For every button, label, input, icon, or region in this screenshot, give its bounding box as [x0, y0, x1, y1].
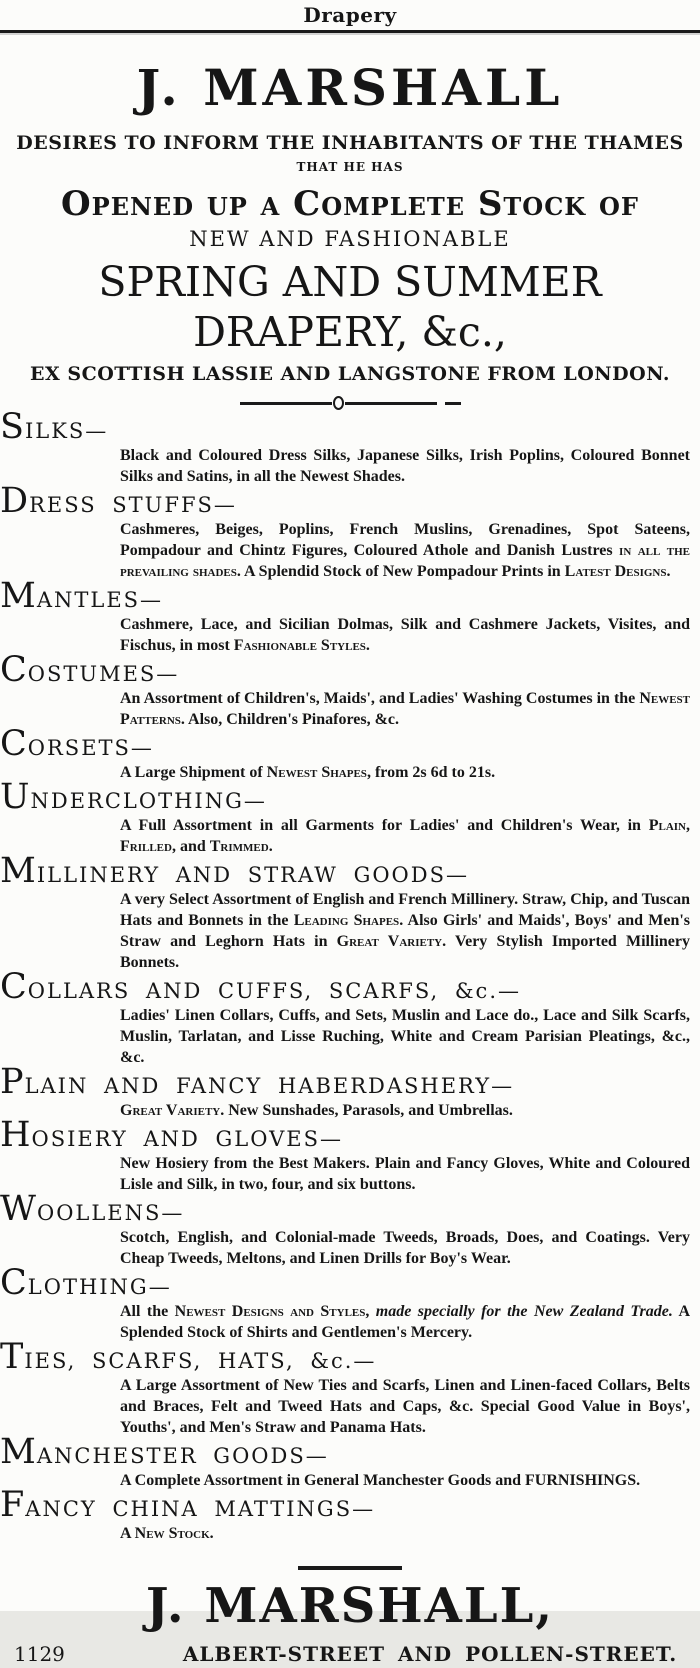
body-segment: . Also, Children's Pinafores, &c. [180, 711, 400, 728]
body-segment: An Assortment of Children's, Maids', and Ladies' Washing Costumes in the [120, 690, 640, 707]
body-segment: A Large Assortment of New Ties and Scarfs, Linen and Linen-faced Collars, Belts and Braces, Felt and Tweed Hats and Caps, &c. Special Good Value in Boys', Youths', and Men's Straw and Panama Hats. [120, 1377, 690, 1436]
section-body [0, 1227, 700, 1269]
body-segment: and [175, 838, 210, 855]
page-category-header: Drapery [303, 3, 397, 27]
catalog-section [0, 650, 700, 730]
body-segment: Scotch, English, and Colonial-made Tweeds, Broads, Does, and Coatings. Very Cheap Tweeds, Meltons, and Linen Drills for Boy's Wear. [120, 1229, 690, 1267]
section-body [0, 815, 700, 857]
section-body [0, 1005, 700, 1068]
catalog-section [0, 1485, 700, 1544]
body-segment: A very Select Assortment of English and French Millinery. Straw, Chip, and Tuscan Hats and Bonnets in the [120, 891, 690, 929]
section-body [0, 1153, 700, 1195]
section-title: CORSETS— [0, 724, 154, 764]
catalog-section [0, 1263, 700, 1343]
section-title: FANCY CHINA MATTINGS— [0, 1485, 376, 1525]
body-segment: . [268, 838, 273, 855]
section-body [0, 614, 700, 656]
body-segment: Newest Designs and Styles [174, 1303, 366, 1320]
body-segment: A Complete Assortment in General Manchester Goods and FURNISHINGS. [120, 1472, 641, 1489]
catalog-section [0, 724, 700, 783]
catalog-section [0, 851, 700, 973]
body-segment: in all the prevailing shades [120, 542, 690, 580]
ornament-tail-dash [445, 402, 461, 405]
body-segment: Great Variety [120, 1102, 221, 1119]
body-segment: Cashmeres, Beiges, Poplins, French Muslins, Grenadines, Spot Sateens, Pompadour and Chintz Figures, Coloured Athole and Danish Lustres [120, 521, 690, 559]
body-segment: Plain, Frilled, [120, 817, 690, 855]
advert-number: 1129 [14, 1642, 65, 1666]
section-title: WOOLLENS— [0, 1189, 185, 1229]
catalog-section [0, 407, 700, 487]
header-line-spring-summer: SPRING AND SUMMER DRAPERY, &c., [98, 258, 602, 356]
footer-address: ALBERT-STREET AND POLLEN-STREET. [182, 1642, 678, 1666]
catalog-section [0, 967, 700, 1068]
ornament-ring [333, 396, 344, 410]
catalog-section [0, 1189, 700, 1269]
section-body [0, 519, 700, 582]
footer-row [0, 1640, 700, 1668]
section-body [0, 445, 700, 487]
sections [0, 407, 700, 1544]
section-title: SILKS— [0, 407, 109, 447]
section-body [0, 889, 700, 973]
section-body [0, 1523, 700, 1544]
section-body [0, 1100, 700, 1121]
masthead-rule [0, 30, 700, 33]
section-title: UNDERCLOTHING— [0, 777, 267, 817]
catalog-section [0, 1432, 700, 1491]
body-segment: Black and Coloured Dress Silks, Japanese Silks, Irish Poplins, Coloured Bonnet Silks and Satins, in all the Newest Shades. [120, 447, 690, 485]
section-body [0, 1301, 700, 1343]
body-segment: A New Stock. [120, 1525, 214, 1542]
header-line-ships: EX SCOTTISH LASSIE AND LANGSTONE FROM LONDON. [30, 363, 670, 385]
body-segment: Trimmed [209, 838, 269, 855]
body-segment: Newest Patterns [120, 690, 690, 728]
catalog-section [0, 481, 700, 582]
footer-rule [298, 1566, 402, 1570]
ornament-bar-right [345, 402, 437, 405]
section-title: PLAIN AND FANCY HABERDASHERY— [0, 1062, 515, 1102]
ad-header [0, 58, 700, 409]
section-body [0, 688, 700, 730]
catalog-section [0, 1062, 700, 1121]
section-body [0, 1375, 700, 1438]
advertiser-name: J. MARSHALL [136, 58, 564, 117]
section-body [0, 1470, 700, 1491]
body-segment: . Also Girls' and Maids', Boys' and Men's Straw and Leghorn Hats in [120, 912, 691, 950]
section-title: DRESS STUFFS— [0, 481, 237, 521]
section-title: COSTUMES— [0, 650, 180, 690]
body-segment: Latest Designs [564, 563, 667, 580]
body-segment: Great Variety [336, 933, 443, 950]
catalog-section [0, 1337, 700, 1438]
body-segment: . A Splendid Stock of New Pompadour Prints in [236, 563, 565, 580]
body-segment: Leading Shapes [293, 912, 400, 929]
header-line-desires: DESIRES TO INFORM THE INHABITANTS OF THE THAMES [16, 132, 684, 154]
catalog-section [0, 576, 700, 656]
section-body [0, 762, 700, 783]
body-segment: . Very Stylish Imported Millinery Bonnets. [120, 933, 690, 971]
body-segment: Newest Shapes [266, 764, 367, 781]
body-segment: A Large Shipment of [120, 764, 267, 781]
footer-advertiser-name: J. MARSHALL, [145, 1578, 555, 1634]
body-segment: Cashmere, Lace, and Sicilian Dolmas, Silk and Cashmere Jackets, Visites, and Fischus, in most [120, 616, 690, 654]
header-line-that-he-has: THAT HE HAS [296, 160, 404, 174]
body-segment: A Full Assortment in all Garments for Ladies' and Children's Wear, in [120, 817, 649, 834]
body-segment: A Splended Stock of Shirts and Gentlemen's Mercery. [120, 1303, 690, 1341]
header-line-opened-stock: Opened up a Complete Stock of [61, 184, 639, 224]
body-segment: . [666, 563, 671, 580]
section-title: MANCHESTER GOODS— [0, 1432, 329, 1472]
catalog-section [0, 1115, 700, 1195]
body-segment: All the [120, 1303, 175, 1320]
body-segment: . [365, 637, 370, 654]
body-segment: , [365, 1303, 376, 1320]
body-segment: , from 2s 6d to 21s. [366, 764, 496, 781]
catalog-section [0, 777, 700, 857]
body-segment: made specially for the New Zealand Trade. [375, 1303, 673, 1320]
body-segment: New Hosiery from the Best Makers. Plain and Fancy Gloves, White and Coloured Lisle and Silk, in two, four, and six buttons. [120, 1155, 690, 1193]
section-title: CLOTHING— [0, 1263, 172, 1303]
section-title: TIES, SCARFS, HATS, &c.— [0, 1337, 377, 1377]
section-title: MILLINERY AND STRAW GOODS— [0, 851, 469, 891]
section-title: MANTLES— [0, 576, 164, 616]
section-title: HOSIERY AND GLOVES— [0, 1115, 343, 1155]
body-segment: . New Sunshades, Parasols, and Umbrellas. [220, 1102, 513, 1119]
section-title: COLLARS AND CUFFS, SCARFS, &c.— [0, 967, 521, 1007]
header-line-new-fashionable: NEW AND FASHIONABLE [189, 227, 511, 251]
ornament-bar-left [240, 402, 332, 405]
body-segment: Ladies' Linen Collars, Cuffs, and Sets, Muslin and Lace do., Lace and Silk Scarfs, Muslin, Tarlatan, and Lisse Ruching, White and Cream Parisian Pleatings, &c., &c. [120, 1007, 690, 1066]
divider-ornament [0, 397, 700, 409]
body-segment: Fashionable Styles [233, 637, 366, 654]
